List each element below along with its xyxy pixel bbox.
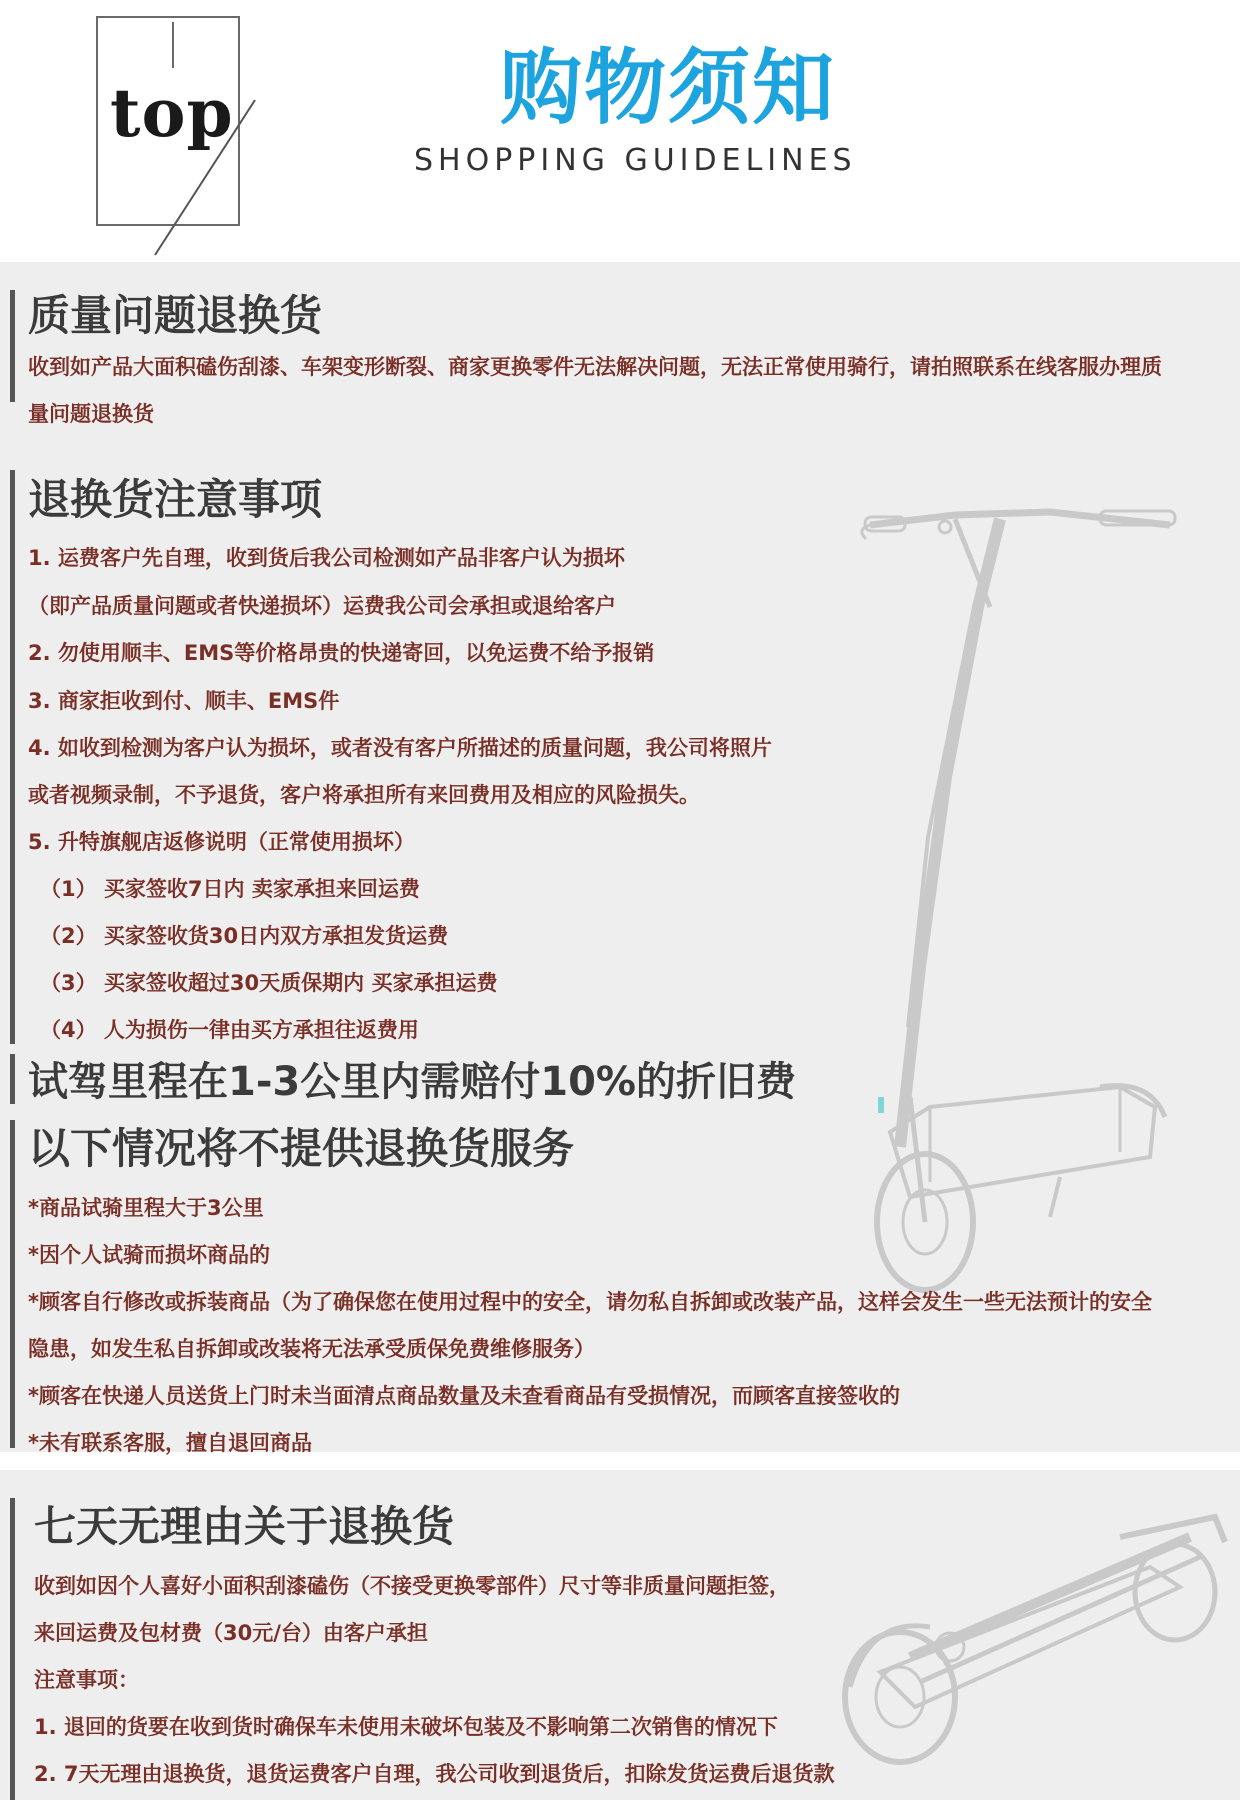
scooter-folded-image — [820, 1497, 1240, 1797]
content-panel — [0, 262, 1240, 1800]
section-text-line: 2. 7天无理由退换货，退货运费客户自理，我公司收到退货后，扣除发货运费后退货款 — [34, 1762, 835, 1786]
section-accent-bar — [10, 1120, 15, 1448]
page-title: 购物须知 — [500, 41, 837, 136]
scooter-upright-image — [850, 407, 1190, 1312]
section-text-line: 收到如因个人喜好小面积刮漆磕伤（不接受更换零部件）尺寸等非质量问题拒签， — [34, 1574, 790, 1598]
section-text-line: *商品试骑里程大于3公里 — [28, 1196, 264, 1220]
section-accent-bar — [10, 470, 15, 1044]
page-subtitle: SHOPPING GUIDELINES — [414, 143, 857, 178]
section-text-line: 1. 运费客户先自理，收到货后我公司检测如产品非客户认为损坏 — [28, 546, 625, 570]
section-text-line: 收到如产品大面积磕伤刮漆、车架变形断裂、商家更换零件无法解决问题，无法正常使用骑行，请拍照联系在线客服办理质 — [28, 355, 1162, 379]
page-header — [0, 0, 1240, 262]
section-text-line: *未有联系客服，擅自退回商品 — [28, 1431, 312, 1455]
section-heading: 以下情况将不提供退换货服务 — [28, 1124, 575, 1173]
section-text-line: （3） 买家签收超过30天质保期内 买家承担运费 — [40, 971, 498, 995]
section-text-line: *顾客自行修改或拆装商品（为了确保您在使用过程中的安全，请勿私自拆卸或改装产品，这样会发生一些无法预计的安全 — [28, 1290, 1152, 1314]
section-text-line: 注意事项： — [34, 1668, 139, 1692]
logo-diagonal-line — [0, 0, 300, 262]
section-text-line: 或者视频录制，不予退货，客户将承担所有来回费用及相应的风险损失。 — [28, 783, 700, 807]
section-text-line: *顾客在快递人员送货上门时未当面清点商品数量及未查看商品有受损情况，而顾客直接签收的 — [28, 1384, 900, 1408]
section-heading: 退换货注意事项 — [28, 475, 323, 524]
section-accent-bar — [10, 1054, 15, 1104]
logo-text: top — [110, 74, 234, 152]
section-heading: 七天无理由关于退换货 — [34, 1502, 455, 1551]
section-text-line: （即产品质量问题或者快递损坏）运费我公司会承担或退给客户 — [28, 594, 616, 618]
section-heading: 质量问题退换货 — [28, 291, 323, 340]
section-text-line: 来回运费及包材费（30元/台）由客户承担 — [34, 1621, 428, 1645]
section-text-line: （1） 买家签收7日内 卖家承担来回运费 — [40, 877, 420, 901]
section-text-line: *因个人试骑而损坏商品的 — [28, 1243, 270, 1267]
section-accent-bar — [10, 1498, 15, 1800]
section-text-line: （4） 人为损伤一律由买方承担往返费用 — [40, 1018, 419, 1042]
section-text-line: （2） 买家签收货30日内双方承担发货运费 — [40, 924, 449, 948]
section-text-line: 2. 勿使用顺丰、EMS等价格昂贵的快递寄回，以免运费不给予报销 — [28, 641, 655, 665]
section-text-line: 量问题退换货 — [28, 402, 154, 426]
section-accent-bar — [10, 290, 15, 402]
section-text-line: 4. 如收到检测为客户认为损坏，或者没有客户所描述的质量问题，我公司将照片 — [28, 736, 772, 760]
section-heading: 试驾里程在1-3公里内需赔付10%的折旧费 — [28, 1059, 797, 1105]
section-text-line: 隐患，如发生私自拆卸或改装将无法承受质保免费维修服务） — [28, 1337, 595, 1361]
section-text-line: 1. 退回的货要在收到货时确保车未使用未破坏包装及不影响第二次销售的情况下 — [34, 1715, 778, 1739]
section-text-line: 3. 商家拒收到付、顺丰、EMS件 — [28, 689, 340, 713]
section-text-line: 5. 升特旗舰店返修说明（正常使用损坏） — [28, 830, 415, 854]
